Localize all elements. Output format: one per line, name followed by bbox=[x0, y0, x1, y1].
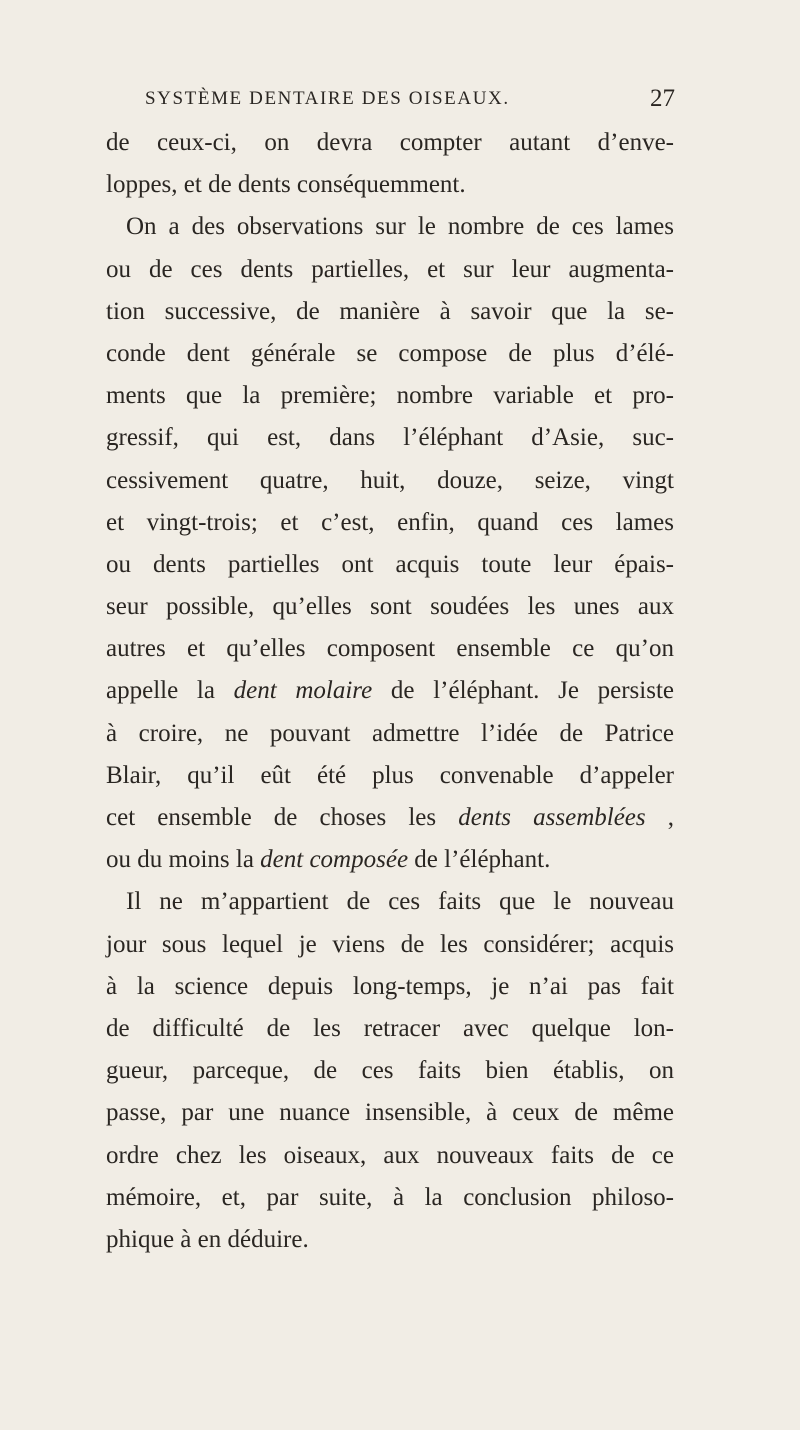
text-line: Blair, qu’il eût été plus convenable d’appeler bbox=[106, 761, 674, 789]
paragraph-start-line: On a des observations sur le nombre de ces lames bbox=[126, 213, 674, 241]
italic-term: dents assemblées bbox=[458, 804, 646, 831]
text-line: ou du moins la dent composée de l’éléphant. bbox=[106, 846, 551, 874]
text-line: cessivement quatre, huit, douze, seize, vingt bbox=[106, 466, 674, 494]
running-title: SYSTÈME DENTAIRE DES OISEAUX. bbox=[145, 88, 510, 109]
text-line: gueur, parceque, de ces faits bien établis, on bbox=[106, 1057, 674, 1085]
text-line: appelle la dent molaire de l’éléphant. Je persiste bbox=[106, 677, 674, 705]
text-line: ou dents partielles ont acquis toute leur épais- bbox=[106, 550, 674, 578]
text-line: gressif, qui est, dans l’éléphant d’Asie, suc- bbox=[106, 424, 674, 452]
body-text bbox=[106, 122, 674, 1261]
text-line: de difficulté de les retracer avec quelque lon- bbox=[106, 1014, 674, 1042]
text-line: passe, par une nuance insensible, à ceux de même bbox=[106, 1099, 674, 1127]
text-line: mémoire, et, par suite, à la conclusion philoso- bbox=[106, 1183, 674, 1211]
italic-term: dent molaire bbox=[233, 677, 373, 705]
italic-term: dent composée bbox=[260, 846, 409, 874]
running-head bbox=[145, 85, 675, 118]
text-line: tion successive, de manière à savoir que la se- bbox=[106, 297, 674, 325]
paragraph-start-line: Il ne m’appartient de ces faits que le nouveau bbox=[126, 888, 674, 916]
text-line: à croire, ne pouvant admettre l’idée de Patrice bbox=[106, 719, 674, 747]
text-line: jour sous lequel je viens de les considérer; acquis bbox=[106, 930, 674, 958]
text-line: cet ensemble de choses les dents assemblées , bbox=[106, 804, 675, 831]
text-line: autres et qu’elles composent ensemble ce qu’on bbox=[106, 635, 674, 663]
text-line: phique à en déduire. bbox=[106, 1225, 309, 1253]
text-line: loppes, et de dents conséquemment. bbox=[106, 171, 466, 199]
text-line: seur possible, qu’elles sont soudées les unes aux bbox=[106, 593, 674, 621]
text-line: conde dent générale se compose de plus d’élé- bbox=[106, 339, 674, 367]
text-line: ordre chez les oiseaux, aux nouveaux faits de ce bbox=[106, 1141, 674, 1169]
page-number: 27 bbox=[650, 85, 675, 112]
text-line: à la science depuis long-temps, je n’ai pas fait bbox=[106, 972, 674, 1000]
text-line: ments que la première; nombre variable et pro- bbox=[106, 382, 674, 410]
text-line: et vingt-trois; et c’est, enfin, quand ces lames bbox=[106, 508, 674, 536]
text-line: de ceux-ci, on devra compter autant d’enve- bbox=[106, 129, 674, 156]
text-line: ou de ces dents partielles, et sur leur augmenta- bbox=[106, 255, 674, 283]
